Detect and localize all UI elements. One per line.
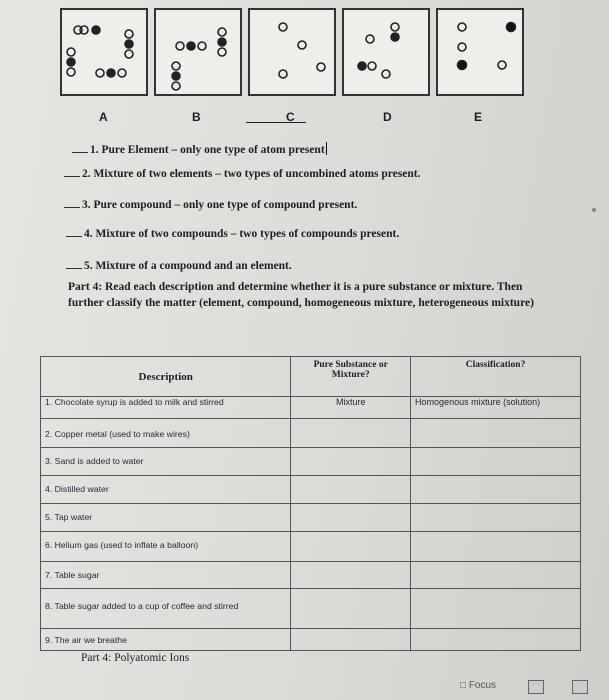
particle-diagram-c	[250, 10, 338, 98]
row-8-classification-answer[interactable]	[411, 589, 581, 629]
row-2-pure-answer[interactable]	[291, 419, 411, 448]
header-classification: Classification?	[411, 357, 581, 397]
diagram-box-d	[342, 8, 430, 96]
table-row	[41, 419, 581, 448]
question-3-text: 3. Pure compound – only one type of compound present.	[82, 199, 358, 211]
page-mark	[592, 208, 596, 212]
diagram-label-e: E	[474, 110, 483, 124]
table-row	[41, 476, 581, 504]
question-2-text: 2. Mixture of two elements – two types of uncombined atoms present.	[82, 168, 421, 180]
question-5	[66, 260, 292, 272]
row-1-description: 1. Chocolate syrup is added to milk and stirred	[41, 397, 291, 419]
diagram-box-a	[60, 8, 148, 96]
diagram-box-c	[248, 8, 336, 96]
diagram-box-b	[154, 8, 242, 96]
question-5-text: 5. Mixture of a compound and an element.	[84, 260, 292, 272]
part-4-polyatomic-heading: Part 4: Polyatomic Ions	[81, 652, 190, 664]
row-9-classification-answer[interactable]	[411, 629, 581, 651]
row-4-description: 4. Distilled water	[41, 476, 291, 504]
particle-diagram-a	[62, 10, 150, 98]
particle-diagram-e	[438, 10, 526, 98]
table-row	[41, 532, 581, 562]
row-9-description: 9. The air we breathe	[41, 629, 291, 651]
table-row	[41, 562, 581, 589]
table-row	[41, 448, 581, 476]
print-layout-icon[interactable]	[572, 680, 588, 694]
row-8-description: 8. Table sugar added to a cup of coffee and stirred	[41, 589, 291, 629]
header-pure-or-mixture: Pure Substance or Mixture?	[291, 357, 411, 397]
diagram-label-c: C	[286, 110, 295, 124]
row-3-classification-answer[interactable]	[411, 448, 581, 476]
table-row	[41, 504, 581, 532]
header-description: Description	[41, 357, 291, 397]
row-3-description: 3. Sand is added to water	[41, 448, 291, 476]
diagram-label-a: A	[99, 110, 108, 124]
row-1-classification-answer[interactable]: Homogenous mixture (solution)	[411, 397, 581, 419]
question-4	[66, 228, 399, 240]
row-2-description: 2. Copper metal (used to make wires)	[41, 419, 291, 448]
classification-table	[40, 356, 581, 651]
read-mode-icon[interactable]	[528, 680, 544, 694]
row-2-classification-answer[interactable]	[411, 419, 581, 448]
row-7-description: 7. Table sugar	[41, 562, 291, 589]
question-4-text: 4. Mixture of two compounds – two types of compounds present.	[84, 228, 400, 240]
diagram-label-d: D	[383, 110, 392, 124]
table-row	[41, 589, 581, 629]
row-4-classification-answer[interactable]	[411, 476, 581, 504]
diagram-box-e	[436, 8, 524, 96]
row-6-description: 6. Helium gas (used to inflate a balloon)	[41, 532, 291, 562]
particle-diagram-b	[156, 10, 244, 98]
question-1-text: 1. Pure Element – only one type of atom present	[90, 144, 325, 156]
row-8-pure-answer[interactable]	[291, 589, 411, 629]
text-cursor	[326, 142, 327, 155]
row-1-pure-answer[interactable]: Mixture	[291, 397, 411, 419]
row-7-classification-answer[interactable]	[411, 562, 581, 589]
table-header-row	[41, 357, 581, 397]
question-2	[64, 168, 420, 180]
particle-diagrams	[60, 8, 530, 108]
row-5-description: 5. Tap water	[41, 504, 291, 532]
row-4-pure-answer[interactable]	[291, 476, 411, 504]
focus-mode-button[interactable]	[460, 680, 496, 691]
diagram-label-b: B	[192, 110, 201, 124]
part-4-instructions: Part 4: Read each description and determine whether it is a pure substance or mixture. Then further classify the matter (element, compound, homogeneous mixture, heterogeneous mixture)	[68, 281, 534, 309]
row-3-pure-answer[interactable]	[291, 448, 411, 476]
table-row	[41, 397, 581, 419]
focus-label: Focus	[468, 680, 497, 691]
row-6-pure-answer[interactable]	[291, 532, 411, 562]
row-6-classification-answer[interactable]	[411, 532, 581, 562]
row-5-classification-answer[interactable]	[411, 504, 581, 532]
row-7-pure-answer[interactable]	[291, 562, 411, 589]
focus-icon: □	[460, 680, 467, 691]
row-9-pure-answer[interactable]	[291, 629, 411, 651]
particle-diagram-d	[344, 10, 432, 98]
row-5-pure-answer[interactable]	[291, 504, 411, 532]
question-1	[72, 142, 327, 156]
answer-blank-c	[246, 122, 306, 123]
question-3	[64, 199, 357, 211]
table-row	[41, 629, 581, 651]
